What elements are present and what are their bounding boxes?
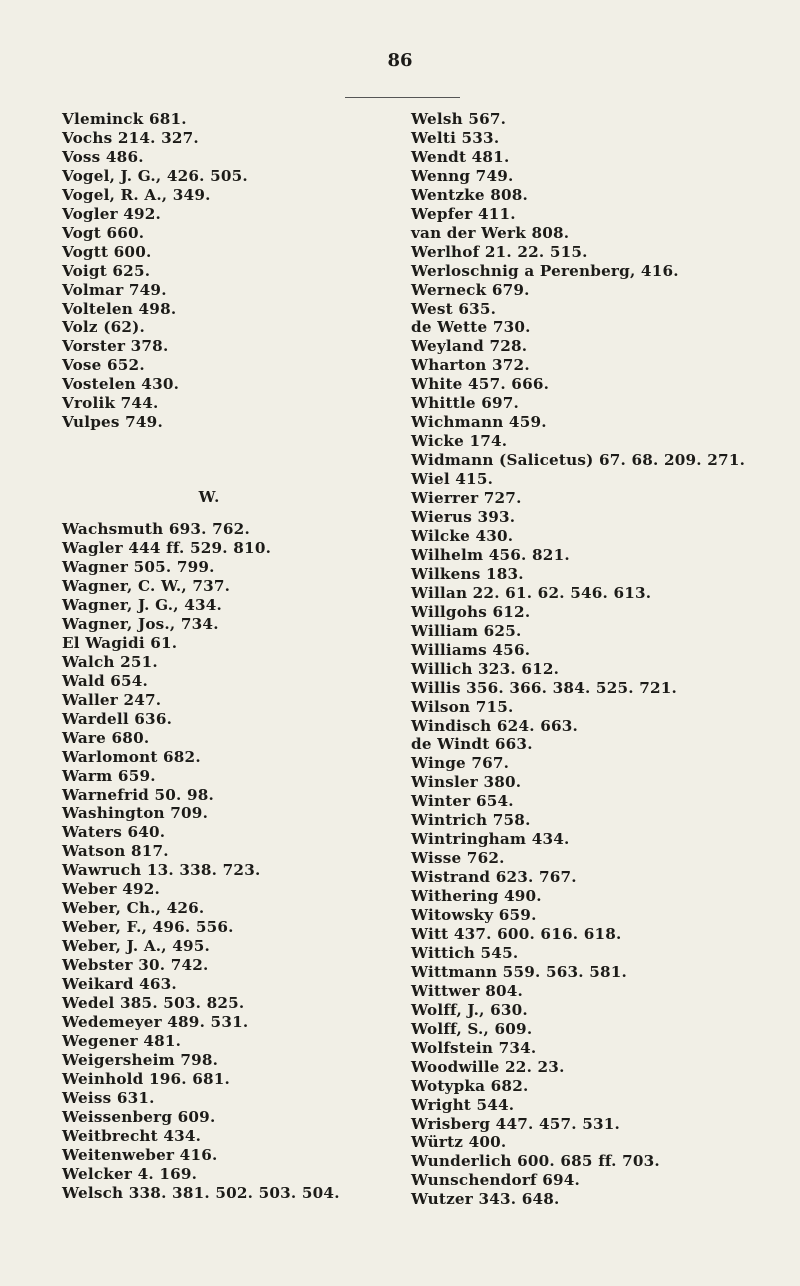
index-entry: Wagner, C. W., 737. [62, 577, 231, 596]
index-entry: Vulpes 749. [62, 413, 163, 432]
index-entry: Williams 456. [411, 640, 531, 659]
index-entry: Weber 492. [62, 880, 161, 899]
index-entry: Wilhelm 456. 821. [411, 545, 570, 564]
index-entry: Wilcke 430. [411, 526, 514, 545]
index-entry: Wagner, Jos., 734. [62, 614, 219, 633]
index-entry: Weikard 463. [62, 975, 177, 994]
header-rule [345, 97, 460, 98]
index-entry: Washington 709. [62, 804, 209, 823]
index-entry: Willis 356. 366. 384. 525. 721. [411, 678, 678, 697]
index-entry: Wagner, J. G., 434. [62, 595, 223, 614]
index-entry: Vose 652. [62, 356, 145, 375]
index-entry: Vorster 378. [62, 337, 169, 356]
index-entry: Winter 654. [411, 792, 514, 811]
index-entry: El Wagidi 61. [62, 633, 178, 652]
index-entry: Vrolik 744. [62, 394, 159, 413]
index-entry: Wisse 762. [411, 849, 505, 868]
page-number: 86 [387, 50, 413, 71]
index-entry: Vogel, J. G., 426. 505. [62, 166, 248, 185]
index-entry: William 625. [411, 621, 522, 640]
index-entry: Warm 659. [62, 766, 156, 785]
section-heading-w: W. [198, 488, 221, 507]
index-entry: Wichmann 459. [411, 413, 547, 432]
index-entry: Wittmann 559. 563. 581. [411, 962, 628, 981]
index-entry: West 635. [411, 299, 497, 318]
index-entry: Wotypka 682. [411, 1076, 529, 1095]
index-entry: Wolfstein 734. [411, 1038, 537, 1057]
index-entry: Welsch 338. 381. 502. 503. 504. [62, 1183, 340, 1202]
index-entry: Warnefrid 50. 98. [62, 785, 215, 804]
index-entry: Wachsmuth 693. 762. [62, 520, 250, 539]
index-entry: Wintrich 758. [411, 811, 531, 830]
index-entry: Weber, Ch., 426. [62, 899, 205, 918]
index-entry: Volmar 749. [62, 280, 167, 299]
index-entry: Wedel 385. 503. 825. [62, 993, 245, 1012]
index-entry: Willan 22. 61. 62. 546. 613. [411, 583, 652, 602]
index-entry: Winsler 380. [411, 773, 522, 792]
index-entry: Wilkens 183. [411, 564, 524, 583]
right-entries-list [411, 110, 796, 1209]
index-entry: Wittich 545. [411, 943, 519, 962]
w-entries-list [62, 520, 397, 1202]
index-entry: Wittwer 804. [411, 981, 524, 1000]
right-column [411, 110, 796, 1209]
index-entry: Würtz 400. [411, 1133, 507, 1152]
index-entry: Watson 817. [62, 842, 169, 861]
index-entry: Welsh 567. [411, 110, 507, 128]
index-entry: Werneck 679. [411, 280, 530, 299]
index-entry: Ware 680. [62, 728, 150, 747]
index-entry: Wistrand 623. 767. [411, 868, 577, 887]
index-entry: Weyland 728. [411, 337, 528, 356]
index-entry: Vleminck 681. [62, 110, 187, 128]
index-entry: Wagner 505. 799. [62, 558, 215, 577]
index-entry: van der Werk 808. [411, 223, 570, 242]
index-entry: Voltelen 498. [62, 299, 177, 318]
index-entry: Vochs 214. 327. [62, 128, 199, 147]
index-entry: Vostelen 430. [62, 375, 180, 394]
index-entry: Wrisberg 447. 457. 531. [411, 1114, 621, 1133]
index-entry: Wutzer 343. 648. [411, 1190, 560, 1209]
index-entry: Werloschnig a Perenberg, 416. [411, 261, 679, 280]
index-entry: Wilson 715. [411, 697, 514, 716]
index-entry: Winge 767. [411, 754, 510, 773]
index-entry: Werlhof 21. 22. 515. [411, 242, 588, 261]
index-entry: Wald 654. [62, 671, 149, 690]
index-entry: Weber, J. A., 495. [62, 937, 211, 956]
index-entry: Wicke 174. [411, 432, 508, 451]
index-entry: Vogel, R. A., 349. [62, 185, 211, 204]
index-entry: Wolff, S., 609. [411, 1019, 533, 1038]
index-entry: Witt 437. 600. 616. 618. [411, 924, 622, 943]
index-entry: Waller 247. [62, 690, 162, 709]
index-entry: Weitbrecht 434. [62, 1126, 202, 1145]
index-entry: Wiel 415. [411, 470, 494, 489]
index-entry: Wright 544. [411, 1095, 515, 1114]
index-entry: Whittle 697. [411, 394, 520, 413]
left-column [62, 110, 397, 1202]
index-entry: Witowsky 659. [411, 906, 537, 925]
index-entry: Wagler 444 ff. 529. 810. [62, 539, 272, 558]
index-entry: Voigt 625. [62, 261, 151, 280]
index-entry: Windisch 624. 663. [411, 716, 578, 735]
index-entry: Woodwille 22. 23. [411, 1057, 565, 1076]
index-entry: Welti 533. [411, 128, 500, 147]
index-entry: Weinhold 196. 681. [62, 1069, 231, 1088]
index-entry: Vogt 660. [62, 223, 145, 242]
index-entry: Wegener 481. [62, 1031, 182, 1050]
index-entry: Wendt 481. [411, 147, 510, 166]
index-entry: Wardell 636. [62, 709, 173, 728]
index-entry: Weissenberg 609. [62, 1107, 216, 1126]
index-entry: Wepfer 411. [411, 204, 516, 223]
index-entry: de Windt 663. [411, 735, 533, 754]
index-entry: Waters 640. [62, 823, 166, 842]
index-entry: Wharton 372. [411, 356, 530, 375]
index-entry: Weiss 631. [62, 1088, 155, 1107]
index-entry: Wierus 393. [411, 508, 516, 527]
index-entry: Wolff, J., 630. [411, 1000, 528, 1019]
index-entry: Weigersheim 798. [62, 1050, 219, 1069]
index-entry: Webster 30. 742. [62, 956, 209, 975]
v-entries-list [62, 110, 397, 432]
index-entry: Wedemeyer 489. 531. [62, 1012, 249, 1031]
index-entry: Wenng 749. [411, 166, 514, 185]
index-entry: Wawruch 13. 338. 723. [62, 861, 261, 880]
index-entry: Willich 323. 612. [411, 659, 560, 678]
index-entry: Vogtt 600. [62, 242, 152, 261]
index-entry: Volz (62). [62, 318, 145, 337]
index-entry: Warlomont 682. [62, 747, 201, 766]
index-entry: Weitenweber 416. [62, 1145, 218, 1164]
index-entry: Willgohs 612. [411, 602, 531, 621]
index-entry: Wunderlich 600. 685 ff. 703. [411, 1152, 660, 1171]
index-entry: Wunschendorf 694. [411, 1171, 581, 1190]
index-entry: Weber, F., 496. 556. [62, 918, 234, 937]
index-entry: White 457. 666. [411, 375, 550, 394]
index-entry: Voss 486. [62, 147, 144, 166]
index-entry: Withering 490. [411, 887, 542, 906]
index-entry: Wintringham 434. [411, 830, 570, 849]
index-entry: de Wette 730. [411, 318, 531, 337]
index-entry: Vogler 492. [62, 204, 162, 223]
index-entry: Widmann (Salicetus) 67. 68. 209. 271. [411, 451, 746, 470]
index-entry: Wentzke 808. [411, 185, 529, 204]
index-entry: Wierrer 727. [411, 489, 522, 508]
index-entry: Walch 251. [62, 652, 158, 671]
index-entry: Welcker 4. 169. [62, 1164, 198, 1183]
